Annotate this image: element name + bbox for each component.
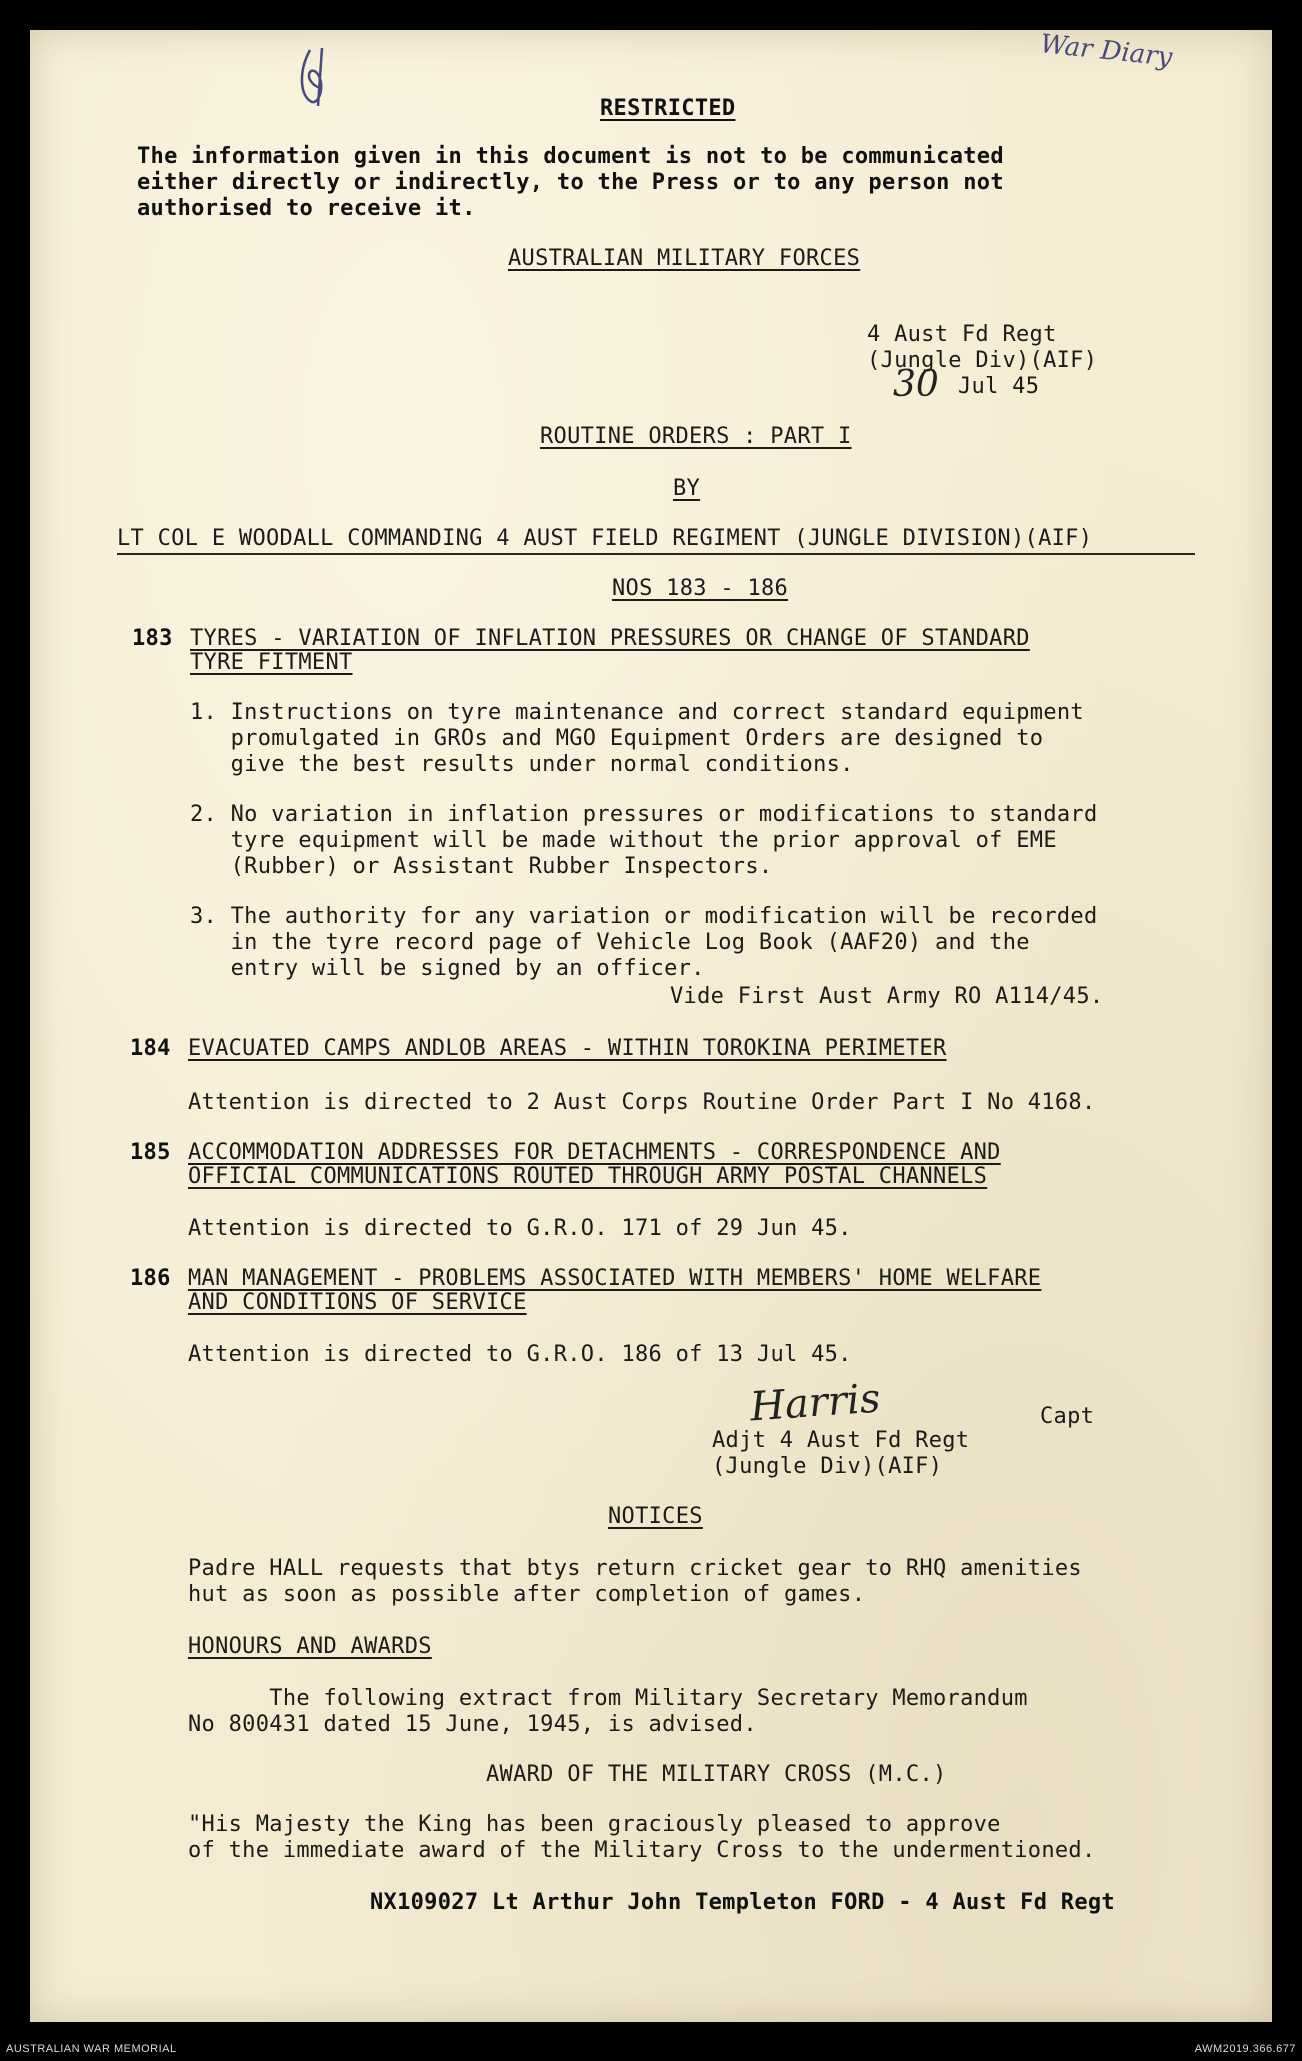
notices-line-1: Padre HALL requests that btys return cricket gear to RHQ amenities [188,1556,1082,1581]
order-183-para-3-line-2: in the tyre record page of Vehicle Log Book (AAF20) and the [190,930,1030,955]
order-183-para-3-line-1: 3. The authority for any variation or modification will be recorded [190,904,1098,929]
orders-by: BY [673,476,701,501]
award-quote-line-2: of the immediate award of the Military Cross to the undermentioned. [188,1838,1096,1863]
commander-line: LT COL E WOODALL COMMANDING 4 AUST FIELD REGIMENT (JUNGLE DIVISION)(AIF) [117,526,1093,551]
honours-intro-line-1: The following extract from Military Secretary Memorandum [188,1686,1028,1711]
order-183-para-1-line-1: 1. Instructions on tyre maintenance and correct standard equipment [190,700,1084,725]
order-186-body: Attention is directed to G.R.O. 186 of 13 Jul 45. [188,1342,852,1367]
footer-archive-name: AUSTRALIAN WAR MEMORIAL [6,2043,177,2055]
notice-line-3: authorised to receive it. [137,196,476,221]
order-183-title-2: TYRE FITMENT [190,650,353,675]
order-185-title-1: ACCOMMODATION ADDRESSES FOR DETACHMENTS - CORRESPONDENCE AND [188,1140,1001,1165]
handwritten-initial-mark [290,42,340,112]
unit-line-2: (Jungle Div)(AIF) [867,348,1098,373]
signature-line-1: Adjt 4 Aust Fd Regt [712,1428,970,1453]
notice-line-1: The information given in this document is not to be communicated [137,144,1004,169]
order-184-body: Attention is directed to 2 Aust Corps Routine Order Part I No 4168. [188,1090,1096,1115]
order-183-para-1-line-2: promulgated in GROs and MGO Equipment Orders are designed to [190,726,1044,751]
footer-accession-number: AWM2019.366.677 [1194,2043,1296,2055]
order-numbers: NOS 183 - 186 [612,576,789,601]
order-184-title: EVACUATED CAMPS ANDLOB AREAS - WITHIN TOROKINA PERIMETER [188,1036,947,1061]
force-heading: AUSTRALIAN MILITARY FORCES [508,246,861,271]
notices-heading: NOTICES [608,1504,703,1529]
award-quote-line-1: "His Majesty the King has been graciously pleased to approve [188,1812,1001,1837]
order-186-title-1: MAN MANAGEMENT - PROBLEMS ASSOCIATED WITH MEMBERS' HOME WELFARE [188,1266,1042,1291]
order-183-para-3-line-3: entry will be signed by an officer. [190,956,705,981]
award-title: AWARD OF THE MILITARY CROSS (M.C.) [486,1762,947,1787]
order-number-183: 183 [132,626,173,651]
order-183-para-1-line-3: give the best results under normal conditions. [190,752,854,777]
notice-line-2: either directly or indirectly, to the Press or to any person not [137,170,1004,195]
date-month-year: Jul 45 [958,374,1040,399]
handwritten-war-diary-note: War Diary [1038,29,1174,73]
signature-line-2: (Jungle Div)(AIF) [712,1454,943,1479]
handwritten-signature: Harris [748,1375,882,1431]
notices-line-2: hut as soon as possible after completion of games. [188,1582,866,1607]
order-186-title-2: AND CONDITIONS OF SERVICE [188,1290,527,1315]
award-recipient: NX109027 Lt Arthur John Templeton FORD - 4 Aust Fd Regt [370,1890,1115,1915]
order-185-title-2: OFFICIAL COMMUNICATIONS ROUTED THROUGH ARMY POSTAL CHANNELS [188,1164,988,1189]
order-183-title-1: TYRES - VARIATION OF INFLATION PRESSURES OR CHANGE OF STANDARD [190,626,1030,651]
order-185-body: Attention is directed to G.R.O. 171 of 29 Jun 45. [188,1216,852,1241]
order-183-para-2-line-3: (Rubber) or Assistant Rubber Inspectors. [190,854,773,879]
order-number-186: 186 [130,1266,171,1291]
order-183-vide: Vide First Aust Army RO A114/45. [670,984,1104,1009]
order-number-185: 185 [130,1140,171,1165]
signature-rank: Capt [1040,1404,1095,1429]
classification-heading: RESTRICTED [600,96,736,121]
commander-underline [117,553,1195,555]
honours-heading: HONOURS AND AWARDS [188,1634,432,1659]
document-page [30,30,1272,2022]
handwritten-date-day: 30 [893,364,939,405]
honours-intro-line-2: No 800431 dated 15 June, 1945, is advised. [188,1712,757,1737]
order-183-para-2-line-2: tyre equipment will be made without the prior approval of EME [190,828,1057,853]
order-183-para-2-line-1: 2. No variation in inflation pressures or modifications to standard [190,802,1098,827]
orders-title: ROUTINE ORDERS : PART I [540,424,852,449]
order-number-184: 184 [130,1036,171,1061]
unit-line-1: 4 Aust Fd Regt [867,322,1057,347]
